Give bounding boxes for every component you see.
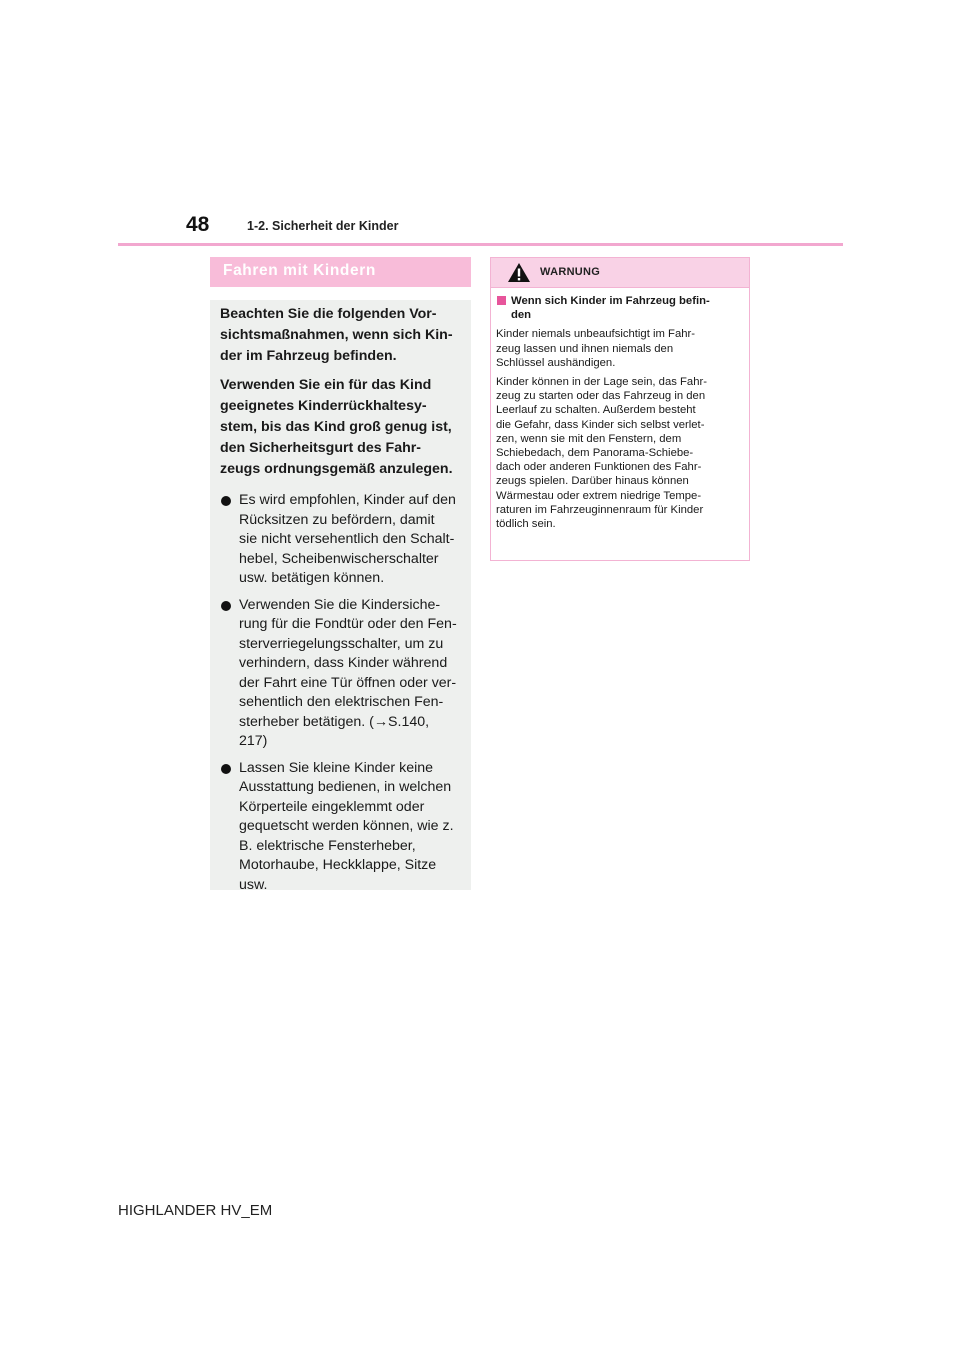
topic-title-bar [210, 257, 471, 287]
bullet-dot-icon [221, 764, 231, 774]
warning-title: WARNUNG [540, 266, 601, 278]
text-line: hebel, Scheibenwischerschalter [239, 550, 439, 567]
lead-paragraph-2 [220, 375, 466, 480]
text-line: sichtsmaßnahmen, wenn sich Kin- [220, 327, 453, 343]
topic-title: Fahren mit Kindern [223, 262, 376, 279]
text-line: verhindern, dass Kinder während [239, 655, 448, 671]
header-divider [118, 243, 843, 246]
text-line: Kinder niemals unbeaufsichtigt im Fahr- [496, 328, 696, 341]
text-line: zeug zu starten oder das Fahrzeug in den [496, 390, 706, 403]
text-line: raturen im Fahrzeuginnenraum für Kinder [496, 503, 704, 516]
text-line: usw. [239, 876, 268, 893]
text-line: Verwenden Sie ein für das Kind [220, 377, 432, 393]
warning-triangle-icon [507, 262, 531, 283]
text-line: der im Fahrzeug befinden. [220, 348, 397, 364]
text-line: gequetscht werden können, wie z. [239, 818, 454, 834]
text-line: Schlüssel aushändigen. [496, 356, 616, 369]
text-line: geeignetes Kinderrückhaltesy- [220, 398, 427, 414]
text-line: Es wird empfohlen, Kinder auf den [239, 492, 456, 508]
text-line: den [511, 309, 532, 322]
text-line: Verwenden Sie die Kindersiche- [239, 596, 441, 613]
text-line: sterverriegelungsschalter, um zu [239, 635, 444, 652]
text-line: sie nicht versehentlich den Schalt- [239, 531, 455, 547]
warning-box [490, 257, 750, 561]
bullet-item [220, 596, 466, 752]
text-line: Wenn sich Kinder im Fahrzeug befin- [511, 295, 710, 307]
text-line: dach oder anderen Funktionen des Fahr- [496, 461, 702, 474]
warning-header [491, 258, 749, 288]
text-line: Körperteile eingeklemmt oder [239, 798, 425, 815]
text-line: Motorhaube, Heckklappe, Sitze [239, 857, 437, 873]
text-line: Wärmestau oder extrem niedrige Tempe- [496, 489, 702, 502]
text-line: B. elektrische Fensterheber, [239, 837, 416, 854]
warning-paragraph-2 [496, 375, 744, 531]
text-line: stem, bis das Kind groß genug ist, [220, 419, 452, 435]
text-line: zeugs spielen. Darüber hinaus können [496, 475, 689, 488]
bullet-item [220, 491, 466, 589]
text-line: die Gefahr, dass Kinder sich selbst verlet- [496, 418, 705, 431]
warning-paragraph-1 [496, 327, 744, 370]
text-line: Rücksitzen zu befördern, damit [239, 511, 435, 528]
warning-subheading [496, 294, 744, 322]
lead-paragraph-1 [220, 304, 466, 367]
text-line: zeugs ordnungsgemäß anzulegen. [220, 461, 453, 477]
text-line: tödlich sein. [496, 518, 556, 531]
text-line: den Sicherheitsgurt des Fahr- [220, 440, 422, 456]
bullet-item [220, 759, 466, 896]
footer-model: HIGHLANDER HV_EM [118, 1202, 273, 1219]
text-line: zeug lassen und ihnen niemals den [496, 342, 674, 355]
text-line: der Fahrt eine Tür öffnen oder ver- [239, 674, 457, 691]
text-line: 217) [239, 733, 268, 749]
page-number: 48 [186, 213, 210, 236]
text-line: Kinder können in der Lage sein, das Fahr- [496, 376, 708, 389]
section-title: 1-2. Sicherheit der Kinder [247, 219, 399, 233]
text-line: sehentlich den elektrischen Fen- [239, 694, 444, 710]
text-line: Ausstattung bedienen, in welchen [239, 779, 452, 795]
bullet-dot-icon [221, 496, 231, 506]
bullet-dot-icon [221, 601, 231, 611]
text-line: Lassen Sie kleine Kinder keine [239, 759, 434, 776]
warning-body [496, 294, 744, 536]
text-line: Beachten Sie die folgenden Vor- [220, 306, 437, 322]
text-line: Leerlauf zu schalten. Außerdem besteht [496, 404, 696, 417]
text-line: Schiebedach, dem Panorama-Schiebe- [496, 447, 694, 460]
square-bullet-icon [497, 296, 506, 305]
text-line: usw. betätigen können. [239, 570, 385, 586]
bullet-list [220, 491, 466, 902]
page-reference-link[interactable]: sterheber betätigen. (→S.140, [239, 713, 430, 730]
text-line: zen, wenn sie mit den Fenstern, dem [496, 432, 682, 445]
text-line: rung für die Fondtür oder den Fen- [239, 616, 457, 632]
